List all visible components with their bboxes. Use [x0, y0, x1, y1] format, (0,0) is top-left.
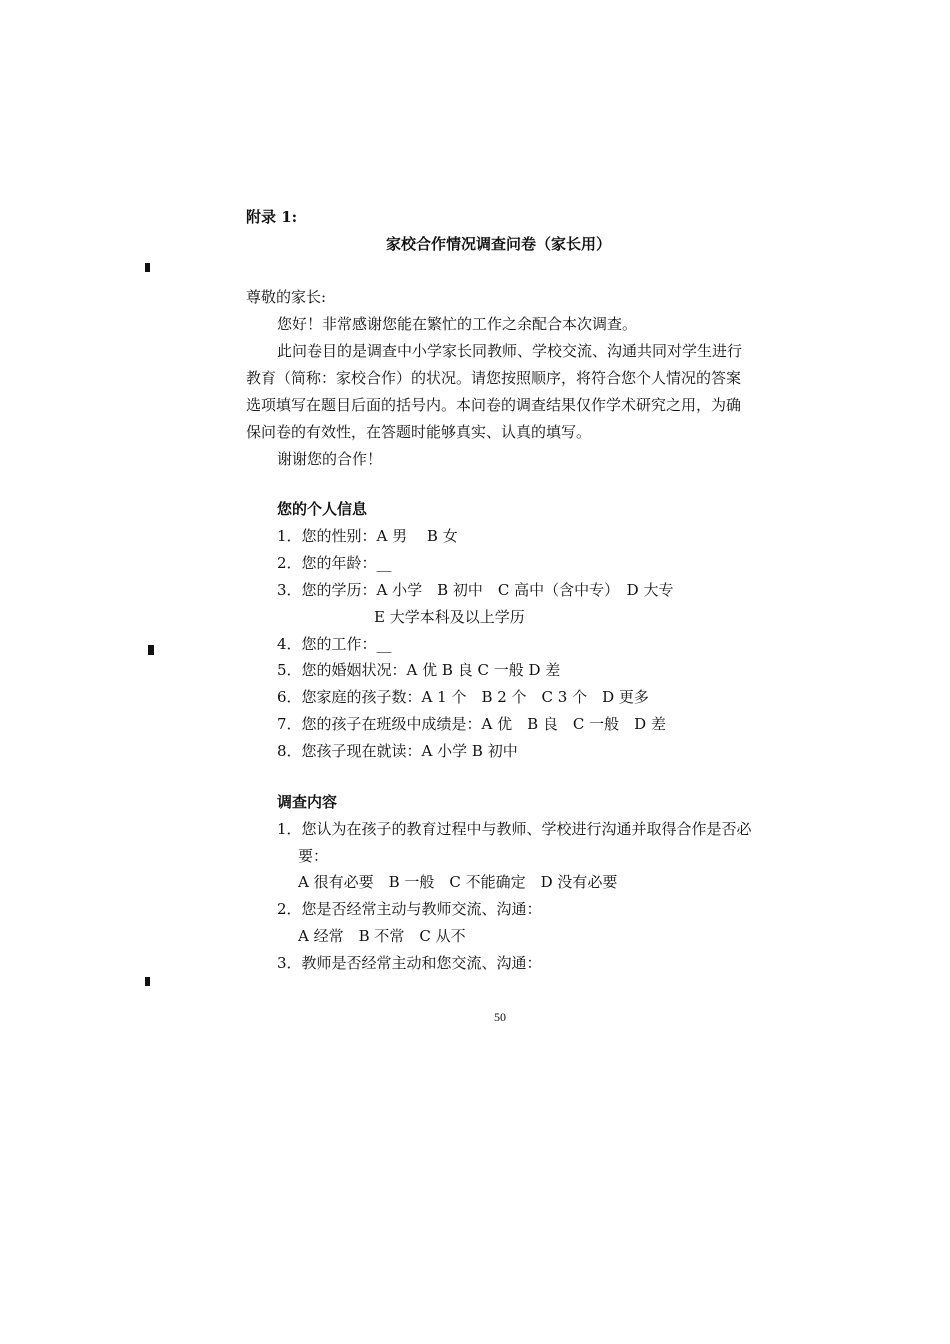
scan-mark [145, 263, 150, 272]
survey-heading: 调查内容 [277, 793, 338, 811]
greeting-line: 您好！非常感谢您能在繁忙的工作之余配合本次调查。 [277, 315, 638, 333]
intro-line: 保问卷的有效性，在答题时能够真实、认真的填写。 [246, 423, 592, 441]
intro-line: 此问卷目的是调查中小学家长同教师、学校交流、沟通共同对学生进行 [277, 342, 743, 360]
question-item: 8．您孩子现在就读：A 小学 B 初中 [277, 742, 518, 760]
intro-line: 选项填写在题目后面的括号内。本问卷的调查结果仅作学术研究之用，为确 [246, 396, 742, 414]
survey-question: 1．您认为在孩子的教育过程中与教师、学校进行沟通并取得合作是否必 [277, 820, 752, 838]
scan-mark [148, 645, 154, 655]
thanks-line: 谢谢您的合作！ [277, 450, 383, 468]
page-number: 50 [494, 1010, 506, 1024]
survey-options: A 经常 B 不常 C 从不 [298, 927, 466, 945]
question-item: 4．您的工作：__ [277, 635, 392, 653]
question-item: 3．您的学历：A 小学 B 初中 C 高中（含中专） D 大专 [277, 581, 674, 599]
salutation: 尊敬的家长: [246, 288, 327, 306]
question-item-continuation: E 大学本科及以上学历 [374, 608, 525, 626]
question-item: 7．您的孩子在班级中成绩是：A 优 B 良 C 一般 D 差 [277, 715, 666, 733]
question-item: 1．您的性别：A 男 B 女 [277, 527, 458, 545]
document-title: 家校合作情况调查问卷（家长用） [386, 235, 612, 253]
survey-question: 2．您是否经常主动与教师交流、沟通： [277, 900, 542, 918]
question-item: 2．您的年龄：__ [277, 554, 392, 572]
intro-line: 教育（简称：家校合作）的状况。请您按照顺序，将符合您个人情况的答案 [246, 369, 742, 387]
appendix-label: 附录 1: [246, 208, 298, 226]
personal-info-heading: 您的个人信息 [277, 500, 368, 518]
survey-question: 3．教师是否经常主动和您交流、沟通： [277, 954, 542, 972]
question-item: 5．您的婚姻状况：A 优 B 良 C 一般 D 差 [277, 661, 561, 679]
survey-question-continuation: 要： [298, 847, 329, 865]
survey-options: A 很有必要 B 一般 C 不能确定 D 没有必要 [298, 873, 618, 891]
question-item: 6．您家庭的孩子数：A 1 个 B 2 个 C 3 个 D 更多 [277, 688, 649, 706]
scan-mark [145, 977, 150, 986]
